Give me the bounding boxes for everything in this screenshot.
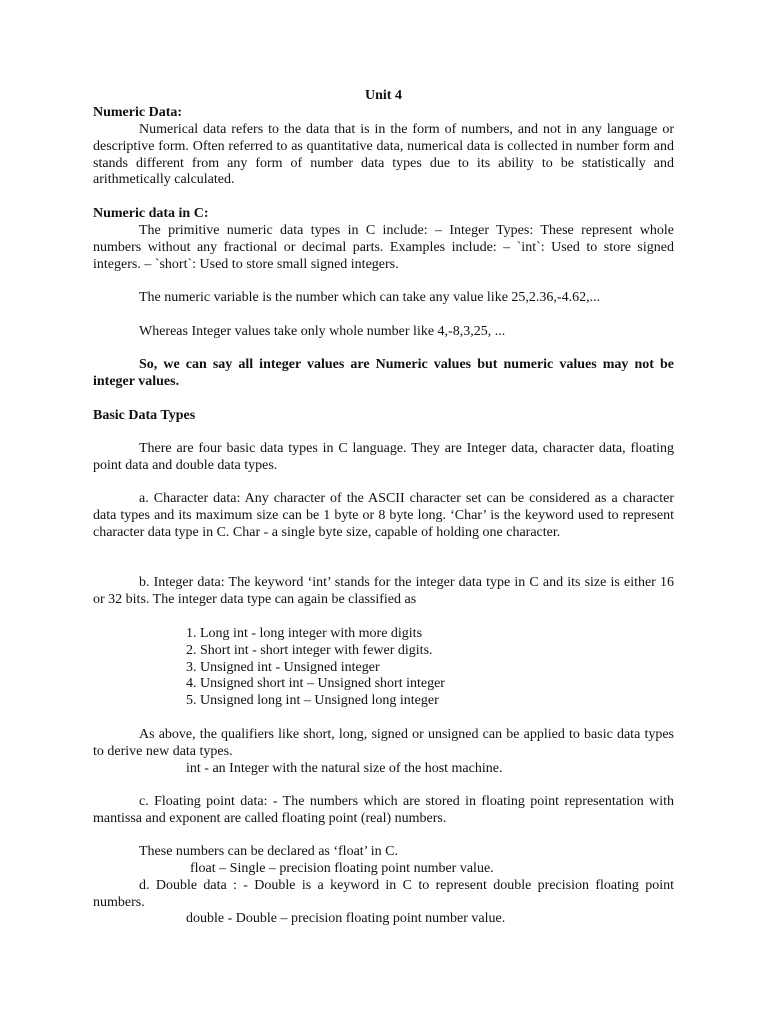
list-item: 3. Unsigned int - Unsigned integer — [186, 659, 380, 675]
floating-point-paragraph: c. Floating point data: - The numbers which are stored in floating point representation with mantissa and exponent are called floating point (real) numbers. — [93, 794, 674, 826]
list-item: 1. Long int - long integer with more digits — [186, 626, 423, 641]
list-item: 5. Unsigned long int – Unsigned long integer — [186, 693, 439, 709]
numeric-data-heading: Numeric Data: — [93, 105, 183, 120]
integer-data-paragraph: b. Integer data: The keyword ‘int’ stands for the integer data type in C and its size is either 16 or 32 bits. The integer data type can again be classified as — [93, 575, 674, 607]
qualifiers-paragraph: As above, the qualifiers like short, long, signed or unsigned can be applied to basic data types to derive new data types. — [93, 727, 674, 759]
float-definition-line: float – Single – precision floating point number value. — [190, 861, 494, 876]
numeric-data-paragraph: Numerical data refers to the data that is in the form of numbers, and not in any language or descriptive form. Often referred to as quantitative data, numerical data is collected in number form and stands different from any form of number data types due to its ability to be statistically and arithmetically calculated. — [93, 122, 674, 188]
numeric-variable-sentence: The numeric variable is the number which can take any value like 25,2.36,-4.62,... — [139, 290, 601, 305]
list-item: 4. Unsigned short int – Unsigned short integer — [186, 676, 445, 692]
integer-values-sentence: Whereas Integer values take only whole number like 4,-8,3,25, ... — [139, 324, 506, 339]
basic-types-intro: There are four basic data types in C language. They are Integer data, character data, floating point data and double data types. — [93, 441, 674, 473]
numeric-c-heading: Numeric data in C: — [93, 206, 209, 221]
double-data-paragraph: d. Double data : - Double is a keyword in C to represent double precision floating point numbers. — [93, 878, 674, 910]
character-data-paragraph: a. Character data: Any character of the ASCII character set can be considered as a character data types and its maximum size can be 1 byte or 8 byte long. ‘Char’ is the keyword used to represent character data type in C. Char - a single byte size, capable of holding one character. — [93, 491, 674, 540]
list-item: 2. Short int - short integer with fewer digits. — [186, 642, 433, 658]
double-definition-line: double - Double – precision floating point number value. — [186, 911, 506, 926]
float-declaration-sentence: These numbers can be declared as ‘float’ in C. — [139, 844, 399, 859]
int-definition-line: int - an Integer with the natural size of the host machine. — [186, 761, 503, 776]
basic-data-types-heading: Basic Data Types — [93, 408, 196, 423]
unit-title: Unit 4 — [365, 88, 402, 103]
numeric-c-paragraph: The primitive numeric data types in C include: – Integer Types: These represent whole numbers without any fractional or decimal parts. Examples include: – `int`: Used to store signed integers. – `short`: Used to store small signed integers. — [93, 223, 674, 272]
conclusion-statement: So, we can say all integer values are Numeric values but numeric values may not be integer values. — [93, 357, 674, 389]
integer-type-list — [186, 626, 445, 710]
